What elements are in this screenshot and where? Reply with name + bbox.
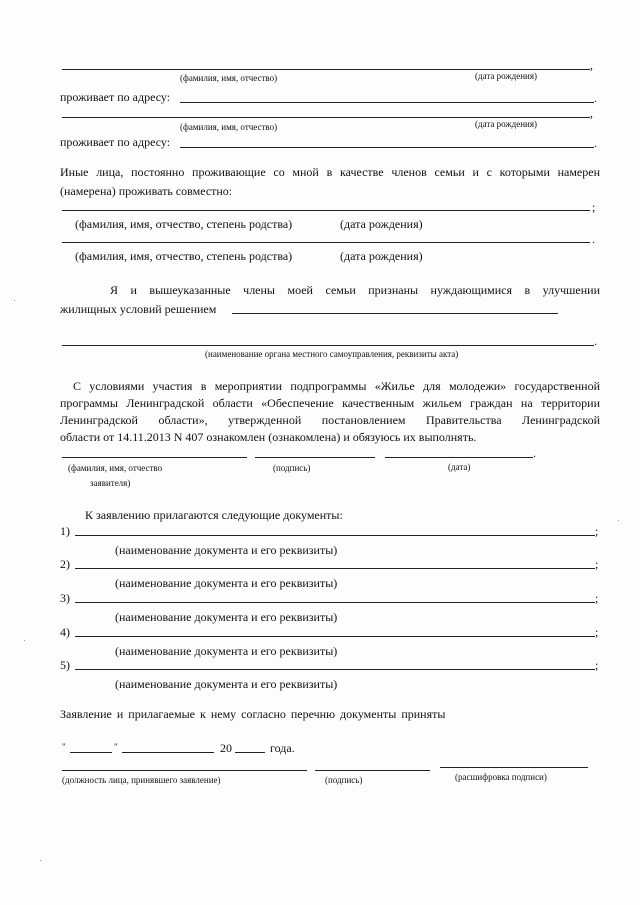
dot: .: [594, 91, 597, 105]
scan-speck: [40, 860, 41, 861]
year-prefix: 20: [220, 741, 232, 755]
doc-number: 4): [60, 625, 70, 639]
comma: ,: [590, 106, 593, 120]
caption-official-sign: (подпись): [325, 775, 363, 785]
document-line[interactable]: [75, 669, 595, 670]
dot: .: [594, 136, 597, 150]
scan-speck: [14, 300, 15, 301]
needing-paragraph-line-2: жилищных условий решением: [60, 302, 217, 316]
caption-relative-1: (фамилия, имя, отчество, степень родства): [75, 217, 293, 231]
doc-caption: (наименование документа и его реквизиты): [115, 644, 338, 658]
caption-name-1: (фамилия, имя, отчество): [180, 73, 278, 83]
dot: .: [533, 446, 536, 460]
comma: ,: [590, 58, 593, 72]
semicolon: ;: [595, 625, 599, 639]
scan-speck: [24, 640, 25, 641]
doc-number: 5): [60, 658, 70, 672]
doc-caption: (наименование документа и его реквизиты): [115, 576, 338, 590]
caption-applicant-sign: (подпись): [273, 463, 311, 473]
conditions-line-3: Ленинградской области», утвержденной постановлением Правительства Ленинградской: [60, 413, 600, 427]
caption-birth-2: (дата рождения): [475, 119, 537, 129]
semicolon: ;: [595, 524, 599, 538]
doc-caption: (наименование документа и его реквизиты): [115, 543, 338, 557]
applicant-signature-line[interactable]: [255, 457, 375, 458]
conditions-line-4: области от 14.11.2013 N 407 ознакомлен (ознакомлена) и обязуюсь их выполнять.: [60, 430, 477, 444]
document-line[interactable]: [75, 535, 595, 536]
year-suffix: года.: [270, 741, 295, 755]
needing-paragraph-line-1: Я и вышеуказанные члены моей семьи признаны нуждающимися в улучшении: [110, 283, 600, 297]
caption-signature-decode: (расшифровка подписи): [455, 772, 547, 782]
applicant-name-line[interactable]: [62, 457, 247, 458]
name-line-1[interactable]: [62, 69, 590, 70]
doc-number: 3): [60, 591, 70, 605]
quote-close: ": [114, 742, 118, 752]
authority-line[interactable]: [62, 345, 594, 346]
others-paragraph-line-2: (намерена) проживать совместно:: [60, 184, 233, 198]
doc-caption: (наименование документа и его реквизиты): [115, 610, 338, 624]
caption-relative-birth-2: (дата рождения): [340, 249, 423, 263]
document-line[interactable]: [75, 568, 595, 569]
caption-birth-1: (дата рождения): [475, 71, 537, 81]
caption-position: (должность лица, принявшего заявление): [62, 775, 221, 785]
dot: .: [594, 334, 597, 348]
semicolon: ;: [595, 658, 599, 672]
caption-relative-2: (фамилия, имя, отчество, степень родства): [75, 249, 293, 263]
caption-applicant-name-2: заявителя): [90, 478, 131, 488]
family-member-line-1[interactable]: [62, 210, 590, 211]
signature-decode-line[interactable]: [440, 767, 588, 768]
conditions-line-2: программы Ленинградской области «Обеспечение качественным жильем граждан на территории: [60, 396, 600, 410]
day-line[interactable]: [70, 752, 112, 753]
documents-heading: К заявлению прилагаются следующие документы:: [85, 508, 343, 522]
accepted-text: Заявление и прилагаемые к нему согласно перечню документы приняты: [60, 707, 446, 721]
decision-line[interactable]: [232, 313, 558, 314]
others-paragraph-line-1: Иные лица, постоянно проживающие со мной в качестве членов семьи и с которыми намерен: [60, 165, 600, 179]
position-line[interactable]: [62, 770, 307, 771]
caption-authority: (наименование органа местного самоуправления, реквизиты акта): [205, 349, 459, 359]
document-line[interactable]: [75, 602, 595, 603]
caption-name-2: (фамилия, имя, отчество): [180, 122, 278, 132]
conditions-line-1: С условиями участия в мероприятии подпрограммы «Жилье для молодежи» государственной: [73, 379, 600, 393]
year-line[interactable]: [235, 752, 265, 753]
scan-speck: [618, 520, 619, 521]
applicant-date-line[interactable]: [385, 457, 533, 458]
name-line-2[interactable]: [62, 117, 590, 118]
dot: .: [592, 232, 595, 246]
caption-relative-birth-1: (дата рождения): [340, 217, 423, 231]
doc-number: 2): [60, 557, 70, 571]
caption-applicant-date: (дата): [448, 462, 471, 472]
doc-number: 1): [60, 524, 70, 538]
document-line[interactable]: [75, 636, 595, 637]
family-member-line-2[interactable]: [62, 242, 590, 243]
caption-applicant-name: (фамилия, имя, отчество: [68, 463, 163, 473]
semicolon: ;: [595, 591, 599, 605]
address-line-2[interactable]: [180, 147, 594, 148]
semicolon: ;: [592, 200, 596, 214]
quote-open: ": [62, 742, 66, 752]
semicolon: ;: [595, 557, 599, 571]
official-signature-line[interactable]: [315, 770, 430, 771]
address-label-2: проживает по адресу:: [60, 135, 171, 149]
doc-caption: (наименование документа и его реквизиты): [115, 677, 338, 691]
month-line[interactable]: [122, 752, 214, 753]
address-line-1[interactable]: [180, 102, 594, 103]
address-label-1: проживает по адресу:: [60, 90, 171, 104]
